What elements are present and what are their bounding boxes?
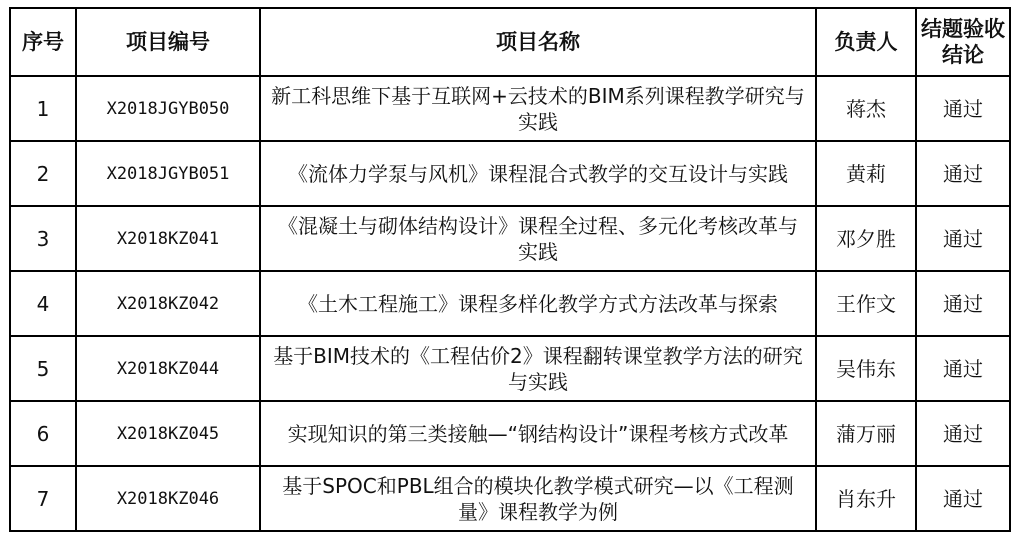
header-row bbox=[10, 8, 1010, 76]
table-row bbox=[10, 271, 1010, 336]
cell-leader: 蒋杰 bbox=[816, 76, 916, 141]
cell-name: 《混凝土与砌体结构设计》课程全过程、多元化考核改革与实践 bbox=[260, 206, 816, 271]
cell-name: 《流体力学泵与风机》课程混合式教学的交互设计与实践 bbox=[260, 141, 816, 206]
cell-code: X2018JGYB050 bbox=[76, 76, 260, 141]
cell-name: 基于SPOC和PBL组合的模块化教学模式研究—以《工程测量》课程教学为例 bbox=[260, 466, 816, 531]
cell-leader: 邓夕胜 bbox=[816, 206, 916, 271]
table-row bbox=[10, 466, 1010, 531]
table-row bbox=[10, 401, 1010, 466]
table-row bbox=[10, 76, 1010, 141]
table-row bbox=[10, 141, 1010, 206]
cell-no: 6 bbox=[10, 401, 76, 466]
header-result: 结题验收结论 bbox=[916, 8, 1010, 76]
table-row bbox=[10, 336, 1010, 401]
cell-result: 通过 bbox=[916, 271, 1010, 336]
cell-code: X2018KZ045 bbox=[76, 401, 260, 466]
cell-name: 《土木工程施工》课程多样化教学方式方法改革与探索 bbox=[260, 271, 816, 336]
cell-leader: 吴伟东 bbox=[816, 336, 916, 401]
cell-no: 5 bbox=[10, 336, 76, 401]
cell-no: 7 bbox=[10, 466, 76, 531]
cell-code: X2018KZ042 bbox=[76, 271, 260, 336]
cell-no: 2 bbox=[10, 141, 76, 206]
header-name: 项目名称 bbox=[260, 8, 816, 76]
cell-name: 实现知识的第三类接触—“钢结构设计”课程考核方式改革 bbox=[260, 401, 816, 466]
header-no: 序号 bbox=[10, 8, 76, 76]
header-leader: 负责人 bbox=[816, 8, 916, 76]
cell-code: X2018JGYB051 bbox=[76, 141, 260, 206]
project-acceptance-table bbox=[9, 7, 1011, 532]
cell-result: 通过 bbox=[916, 336, 1010, 401]
table-row bbox=[10, 206, 1010, 271]
cell-result: 通过 bbox=[916, 206, 1010, 271]
header-code: 项目编号 bbox=[76, 8, 260, 76]
cell-result: 通过 bbox=[916, 141, 1010, 206]
cell-code: X2018KZ044 bbox=[76, 336, 260, 401]
cell-no: 1 bbox=[10, 76, 76, 141]
cell-no: 3 bbox=[10, 206, 76, 271]
cell-leader: 黄莉 bbox=[816, 141, 916, 206]
cell-result: 通过 bbox=[916, 466, 1010, 531]
cell-result: 通过 bbox=[916, 401, 1010, 466]
cell-result: 通过 bbox=[916, 76, 1010, 141]
cell-leader: 王作文 bbox=[816, 271, 916, 336]
cell-leader: 肖东升 bbox=[816, 466, 916, 531]
cell-name: 新工科思维下基于互联网+云技术的BIM系列课程教学研究与实践 bbox=[260, 76, 816, 141]
cell-leader: 蒲万丽 bbox=[816, 401, 916, 466]
cell-code: X2018KZ046 bbox=[76, 466, 260, 531]
cell-code: X2018KZ041 bbox=[76, 206, 260, 271]
cell-no: 4 bbox=[10, 271, 76, 336]
cell-name: 基于BIM技术的《工程估价2》课程翻转课堂教学方法的研究与实践 bbox=[260, 336, 816, 401]
